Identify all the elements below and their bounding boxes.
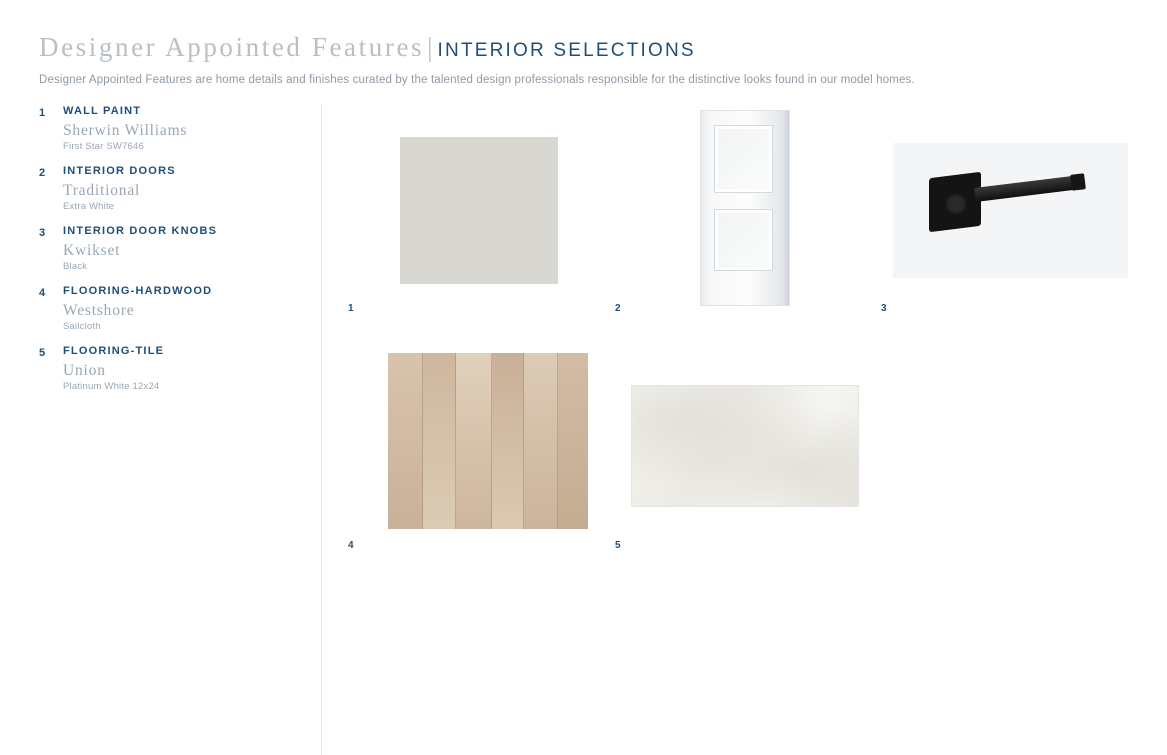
list-item-category: FLOORING-TILE — [63, 345, 165, 357]
list-item-name: Sherwin Williams — [63, 122, 188, 139]
list-item-description: Black — [63, 261, 88, 272]
page-title-sub: INTERIOR SELECTIONS — [437, 40, 696, 61]
page-subtitle: Designer Appointed Features are home details and finishes curated by the talented design professionals responsible for the distinctive looks found in our model homes. — [39, 74, 915, 86]
list-item[interactable] — [39, 165, 301, 212]
floor-plank — [388, 353, 423, 529]
page-header — [39, 34, 1129, 88]
door-panel-bottom — [714, 209, 773, 271]
floor-plank — [524, 353, 558, 529]
swatch-label: 4 — [348, 540, 354, 551]
swatch-label: 2 — [615, 303, 621, 314]
vertical-divider — [321, 104, 322, 755]
list-item-description: Extra White — [63, 201, 115, 212]
door-knob-image — [893, 143, 1128, 278]
list-item-name: Union — [63, 362, 106, 379]
hardwood-floor-image — [388, 353, 588, 529]
list-item-description: First Star SW7646 — [63, 141, 145, 152]
page-title — [39, 34, 1129, 61]
knob-lever-end — [1070, 173, 1086, 191]
list-item-category: INTERIOR DOORS — [63, 165, 176, 177]
swatch-label: 1 — [348, 303, 354, 314]
floor-plank — [423, 353, 456, 529]
floor-plank — [492, 353, 524, 529]
list-item-name: Traditional — [63, 182, 141, 199]
list-item-name: Kwikset — [63, 242, 121, 259]
list-item-category: WALL PAINT — [63, 105, 142, 117]
list-item-number: 5 — [39, 347, 46, 359]
list-item-number: 3 — [39, 227, 46, 239]
tile-floor-image — [631, 385, 859, 507]
list-item-number: 2 — [39, 167, 46, 179]
floor-plank — [558, 353, 588, 529]
list-item-category: INTERIOR DOOR KNOBS — [63, 225, 218, 237]
list-item[interactable] — [39, 105, 301, 152]
list-item-description: Platinum White 12x24 — [63, 381, 160, 392]
paint-swatch-image — [400, 137, 558, 284]
door-panel-top — [714, 125, 773, 193]
swatch-label: 3 — [881, 303, 887, 314]
swatch-label: 5 — [615, 540, 621, 551]
list-item-number: 1 — [39, 107, 46, 119]
list-item[interactable] — [39, 285, 301, 332]
floor-plank — [456, 353, 492, 529]
list-item[interactable] — [39, 345, 301, 392]
door-slab — [700, 110, 790, 306]
list-item[interactable] — [39, 225, 301, 272]
knob-rose — [945, 193, 967, 215]
page-title-main: Designer Appointed Features — [39, 32, 425, 62]
interior-door-image — [700, 110, 790, 306]
list-item-number: 4 — [39, 287, 46, 299]
list-item-description: Sailcloth — [63, 321, 101, 332]
title-separator: | — [427, 32, 433, 62]
list-item-category: FLOORING-HARDWOOD — [63, 285, 213, 297]
knob-lever — [974, 175, 1080, 202]
selections-list — [39, 105, 301, 405]
list-item-name: Westshore — [63, 302, 135, 319]
